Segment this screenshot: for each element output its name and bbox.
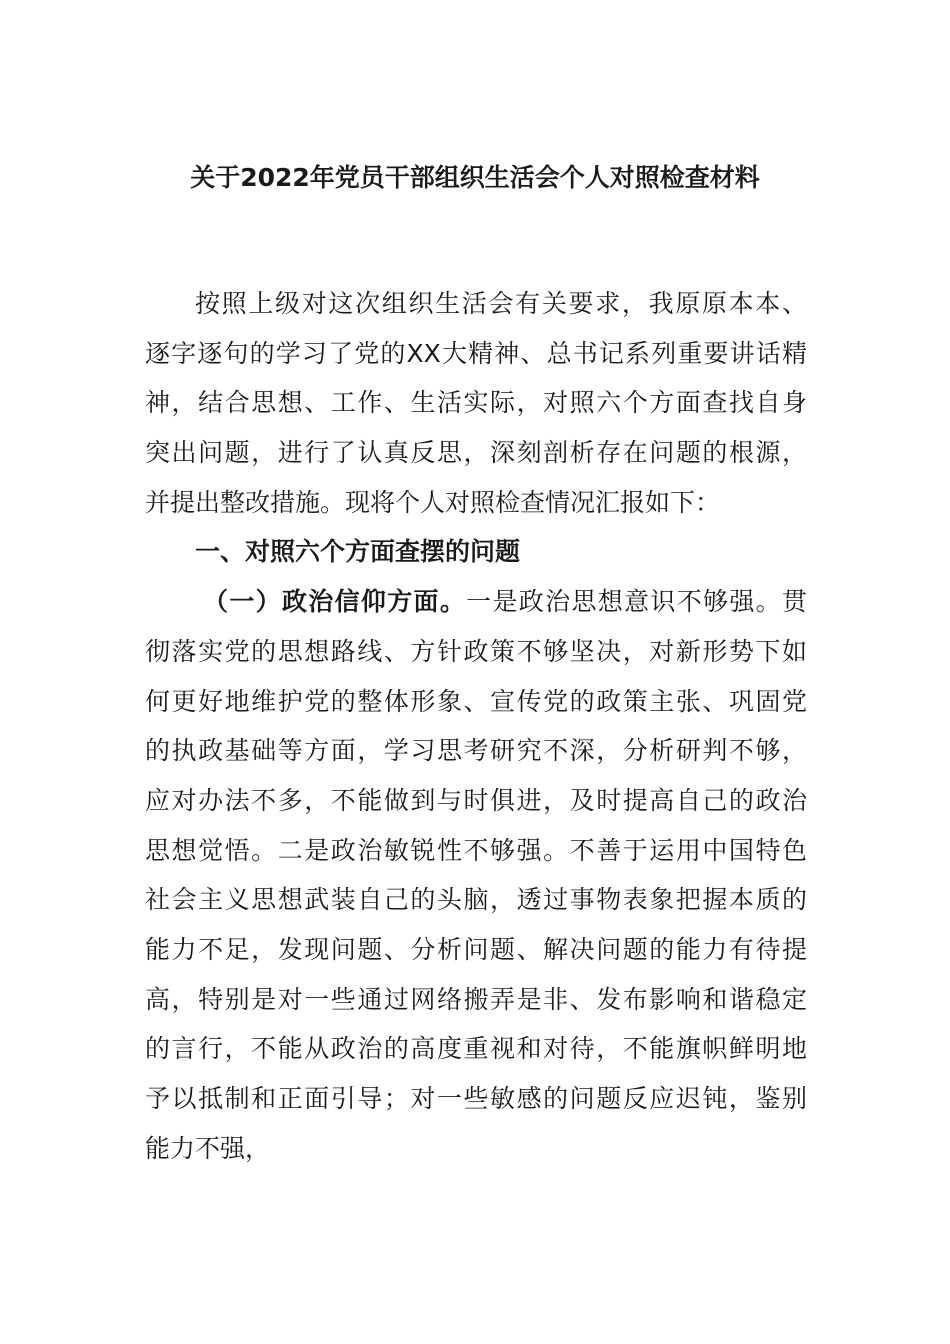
intro-line: 神，结合思想、工作、生活实际，对照六个方面查找自身 [145,388,807,418]
subsection-first-line [145,577,807,627]
intro-line: 逐字逐句的学习了党的XX大精神、总书记系列重要讲话精 [145,338,807,368]
subsection-heading: （一）政治信仰方面。 [203,587,467,617]
paragraph-line: 何更好地维护党的整体形象、宣传党的政策主张、巩固党 [145,686,807,716]
intro-line: 突出问题，进行了认真反思，深刻剖析存在问题的根源， [145,438,807,468]
paragraph-line: 彻落实党的思想路线、方针政策不够坚决，对新形势下如 [145,636,807,666]
paragraph-line: 予以抵制和正面引导；对一些敏感的问题反应迟钝，鉴别 [145,1084,807,1113]
document-body [145,279,807,1173]
paragraph-line: 应对办法不多，不能做到与时俱进，及时提高自己的政治 [145,785,807,815]
intro-line: 按照上级对这次组织生活会有关要求，我原原本本、 [195,289,807,318]
paragraph-line: 能力不强， [145,1133,271,1163]
paragraph-line: 思想觉悟。二是政治敏锐性不够强。不善于运用中国特色 [145,835,807,865]
paragraph-line: 能力不足，发现问题、分析问题、解决问题的能力有待提 [145,934,807,964]
paragraph-line: 的言行，不能从政治的高度重视和对待，不能旗帜鲜明地 [145,1034,807,1064]
intro-line: 并提出整改措施。现将个人对照检查情况汇报如下： [145,487,721,517]
subsection-first-line-text: 一是政治思想意识不够强。贯 [466,587,807,617]
paragraph-line: 的执政基础等方面，学习思考研究不深，分析研判不够， [145,736,807,766]
paragraph-line: 高，特别是对一些通过网络搬弄是非、发布影响和谐稳定 [145,984,807,1014]
section-heading: 一、对照六个方面查摆的问题 [195,537,521,567]
document-title: 关于2022年党员干部组织生活会个人对照检查材料 [190,163,760,192]
paragraph-line: 社会主义思想武装自己的头脑，透过事物表象把握本质的 [145,885,807,915]
